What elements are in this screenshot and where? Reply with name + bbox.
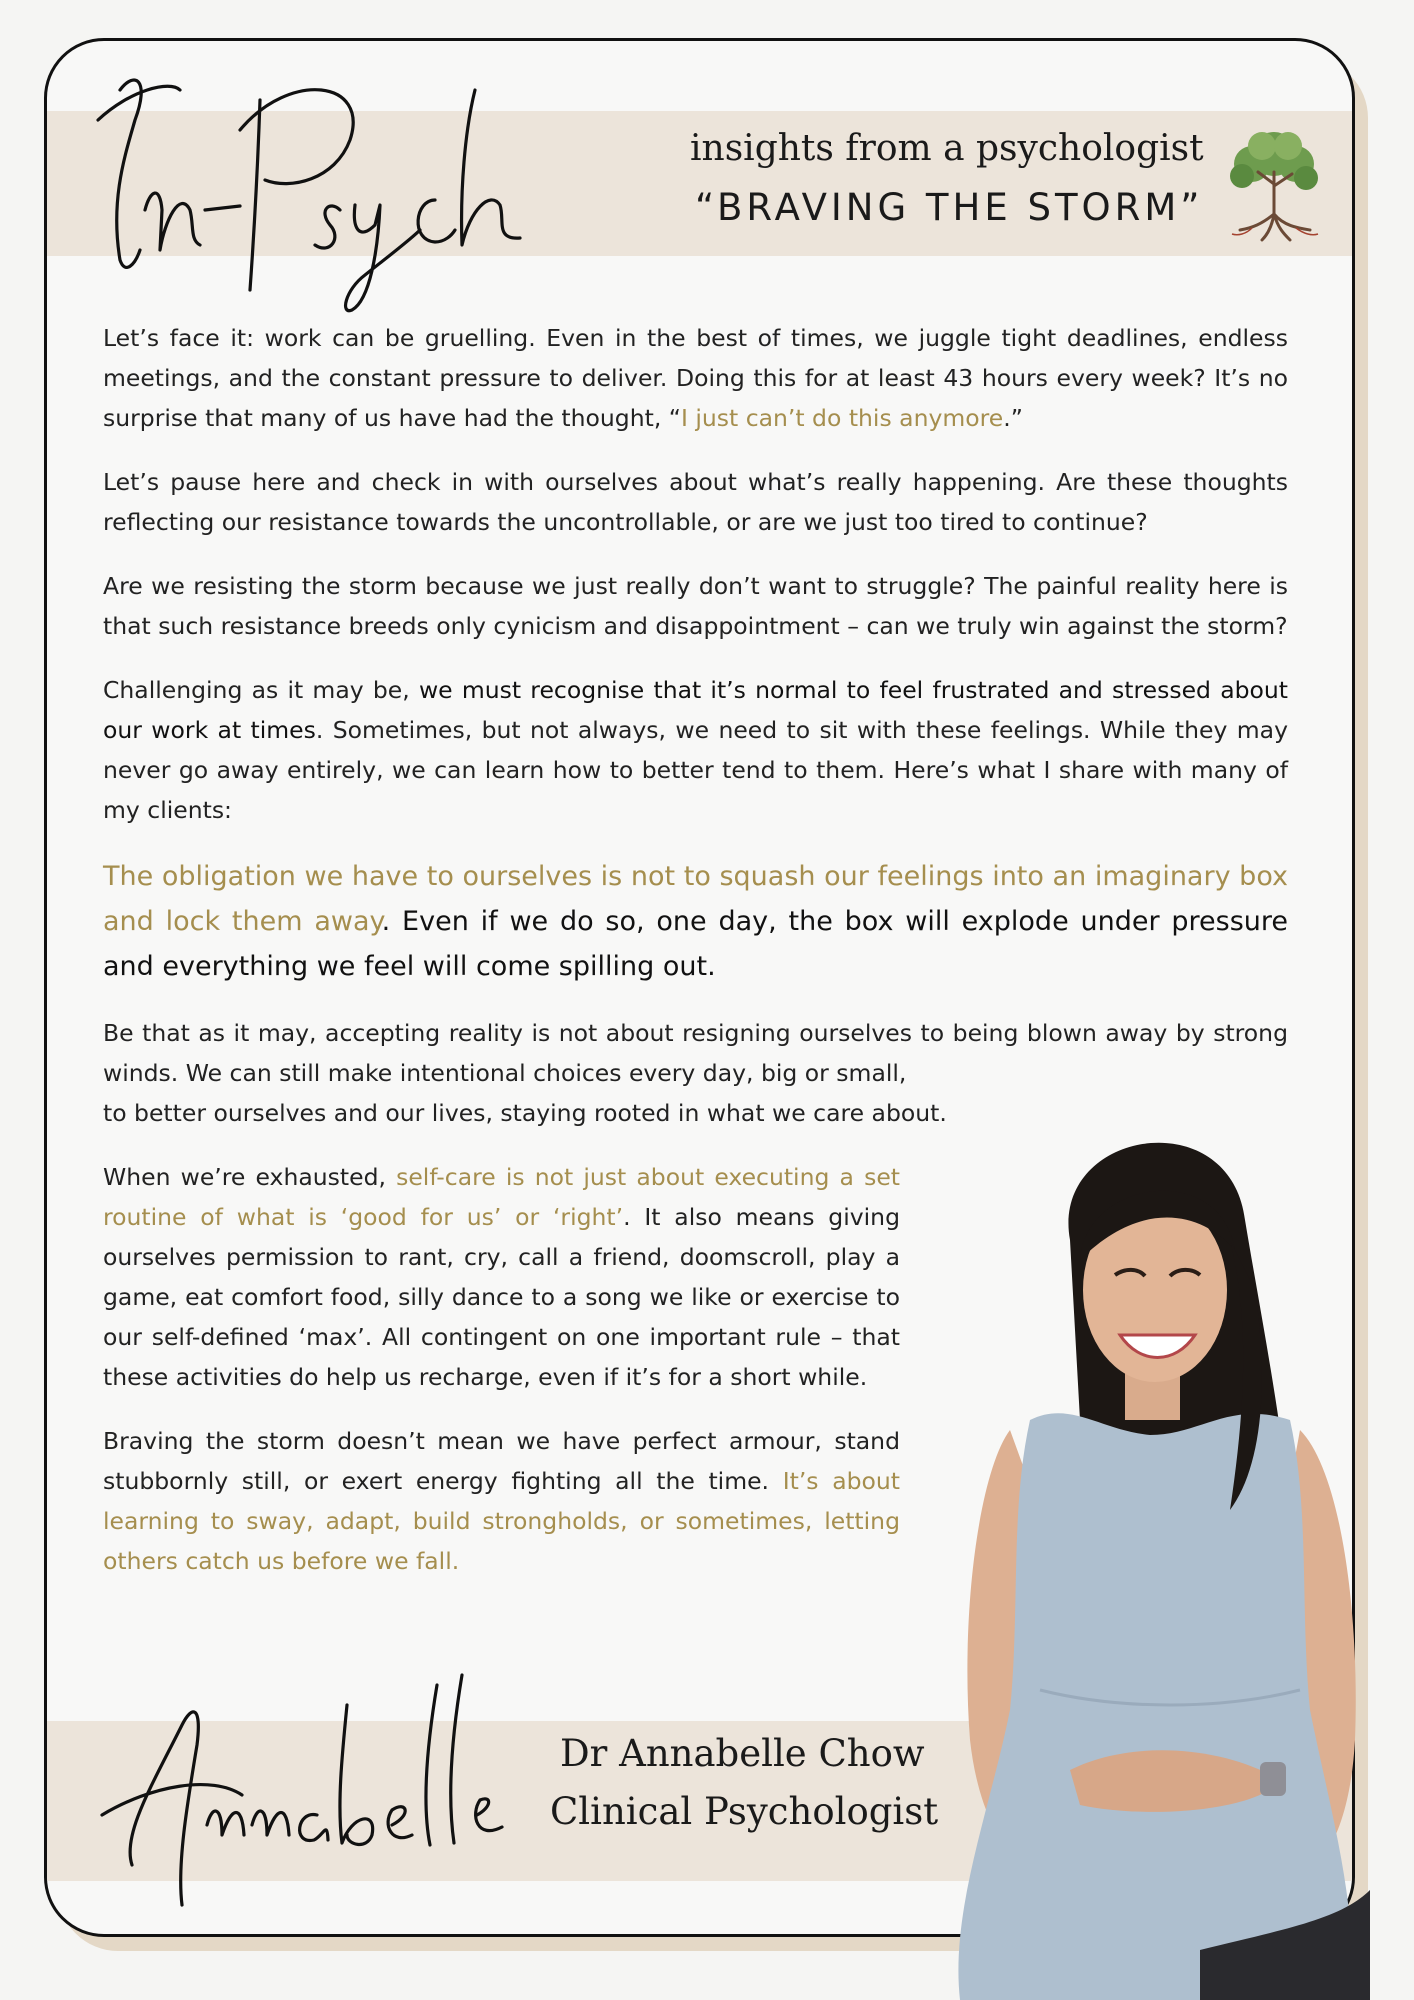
author-portrait [900, 1090, 1414, 2000]
paragraph-text: . Sometimes, but not always, we need to sit with these feelings. While they may never go away entirely, we can learn how to better tend to them. Here’s what I share with many of my clients: [103, 716, 1288, 824]
highlight-text: The obligation we have to ourselves is not to squash our feelings into an imaginary box and lock them away [103, 861, 1288, 937]
paragraph-4 [103, 670, 1288, 830]
paragraph-text: to better ourselves and our lives, staying rooted in what we care about. [103, 1099, 947, 1127]
emphasis-text: we must recognise that it’s normal to feel frustrated and stressed about our work at times [103, 676, 1288, 744]
highlight-text: self-care is not just about executing a set routine of what is ‘good for us’ or ‘right’ [103, 1163, 900, 1231]
header-subtitle: insights from a psychologist [690, 128, 1204, 169]
highlight-text: It’s about learning to sway, adapt, build strongholds, or sometimes, letting others catch us before we fall. [103, 1467, 900, 1575]
paragraph-7 [103, 1157, 900, 1397]
author-name: Dr Annabelle Chow [560, 1732, 925, 1775]
header-title: “BRAVING THE STORM” [695, 186, 1204, 229]
tree-icon [1222, 124, 1326, 244]
quote-text: . Even if we do so, one day, the box will explode under pressure and everything we feel will come spilling out. [103, 906, 1288, 982]
signature-script [92, 1665, 522, 1915]
paragraph-text: .” [1003, 404, 1023, 432]
paragraph-8 [103, 1421, 900, 1581]
paragraph-2: Let’s pause here and check in with ourselves about what’s really happening. Are these thoughts reflecting our resistance towards the uncontrollable, or are we just too tired to continue? [103, 468, 1288, 536]
paragraph-text: . It also means giving ourselves permission to rant, cry, call a friend, doomscroll, play a game, eat comfort food, silly dance to a song we like or exercise to our self-defined ‘max’. All contingent on one important rule – that these activities do help us recharge, even if it’s for a short while. [103, 1203, 900, 1391]
paragraph-text: Be that as it may, accepting reality is not about resigning ourselves to being blown away by strong winds. We can still make intentional choices every day, big or small, [103, 1019, 1288, 1087]
paragraph-text: Challenging as it may be, [103, 676, 419, 704]
paragraph-text: When we’re exhausted, [103, 1163, 397, 1191]
paragraph-text: Let’s face it: work can be gruelling. Even in the best of times, we juggle tight deadlines, endless meetings, and the constant pressure to deliver. Doing this for at least 43 hours every week? It’s no surprise that many of us have had the thought, “ [103, 324, 1288, 432]
author-role: Clinical Psychologist [550, 1790, 939, 1833]
highlight-text: I just can’t do this anymore [680, 404, 1004, 432]
paragraph-1 [103, 318, 1288, 438]
paragraph-text: Braving the storm doesn’t mean we have perfect armour, stand stubbornly still, or exert energy fighting all the time. [103, 1427, 900, 1495]
pull-quote [103, 854, 1288, 989]
in-psych-logo [90, 60, 570, 320]
paragraph-3: Are we resisting the storm because we just really don’t want to struggle? The painful reality here is that such resistance breeds only cynicism and disappointment – can we truly win against the storm? [103, 572, 1288, 640]
